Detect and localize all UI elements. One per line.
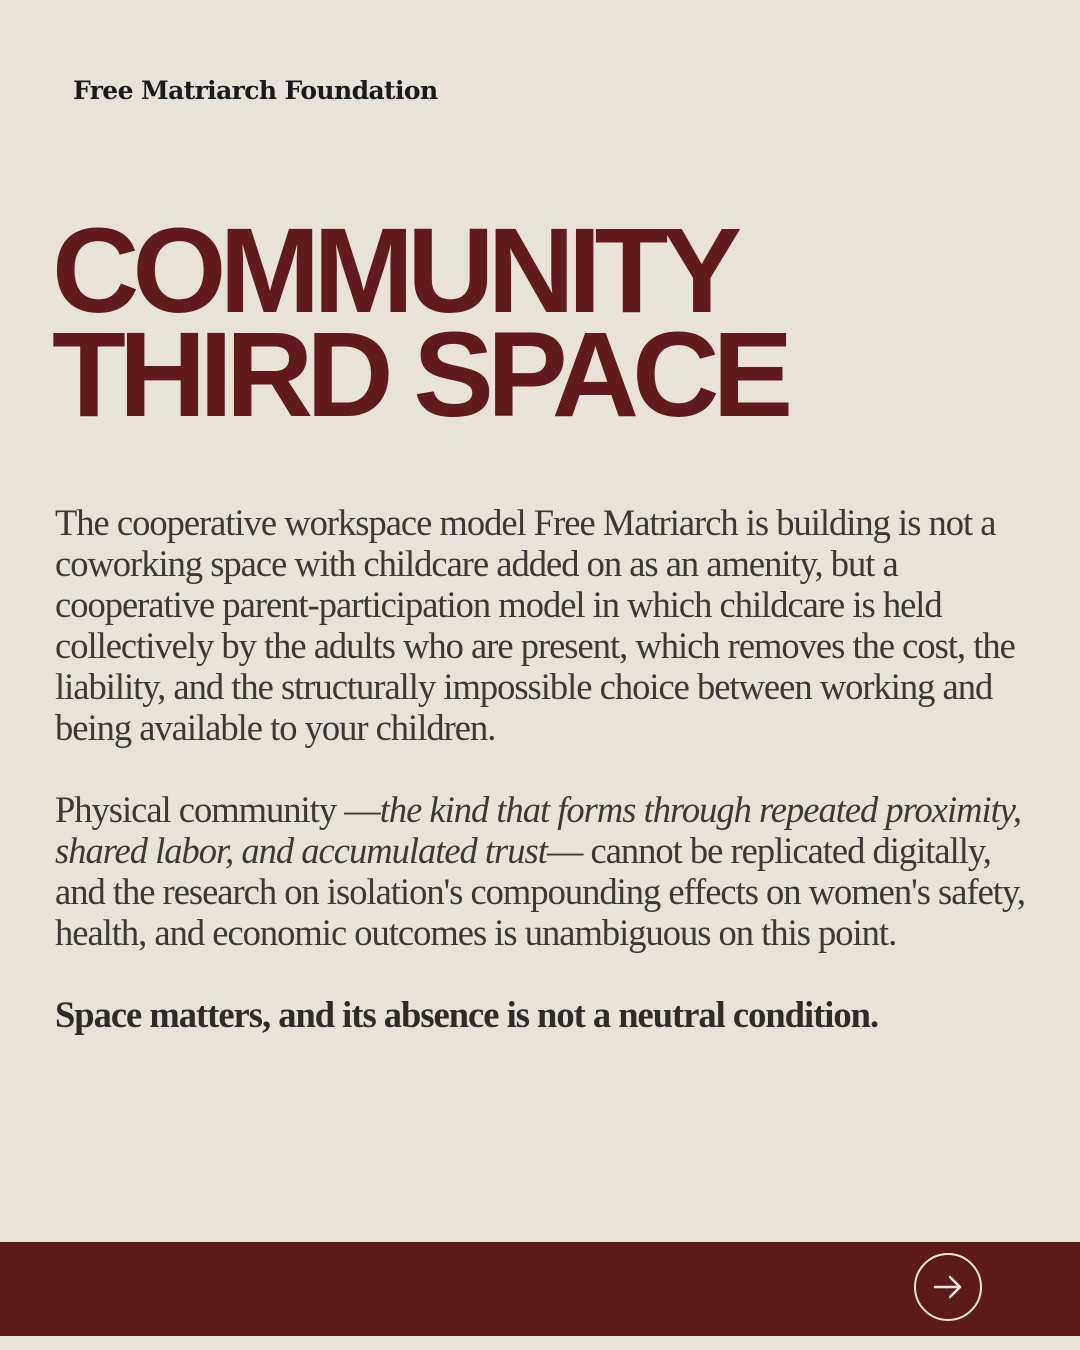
next-button[interactable] [914,1253,982,1321]
paragraph-2-start: Physical community — [55,789,380,830]
paragraph-2-end: — cannot be replicated digitally, and the research on isolation's compounding effects on women's safety, health, and economic outcomes is unambiguous on this point. [55,830,1025,953]
paragraph-2 [55,789,1035,953]
paragraph-3-emphasis: Space matters, and its absence is not a neutral condition. [55,994,879,1035]
page-title-line-2: THIRD SPACE [52,306,787,442]
page-title-line-1: COMMUNITY [52,202,736,338]
paragraph-2-italic: the kind that forms through repeated proximity, shared labor, and accumulated trust [55,789,1022,871]
org-name: Free Matriarch Foundation [73,76,438,105]
page-title [52,202,787,442]
arrow-right-icon [931,1270,965,1304]
footer-bar [0,1242,1080,1336]
body-text [55,502,1035,1035]
paragraph-1: The cooperative workspace model Free Matriarch is building is not a coworking space with childcare added on as an amenity, but a cooperative parent-participation model in which childcare is held collectively by the adults who are present, which removes the cost, the liability, and the structurally impossible choice between working and being available to your children. [55,502,1015,748]
